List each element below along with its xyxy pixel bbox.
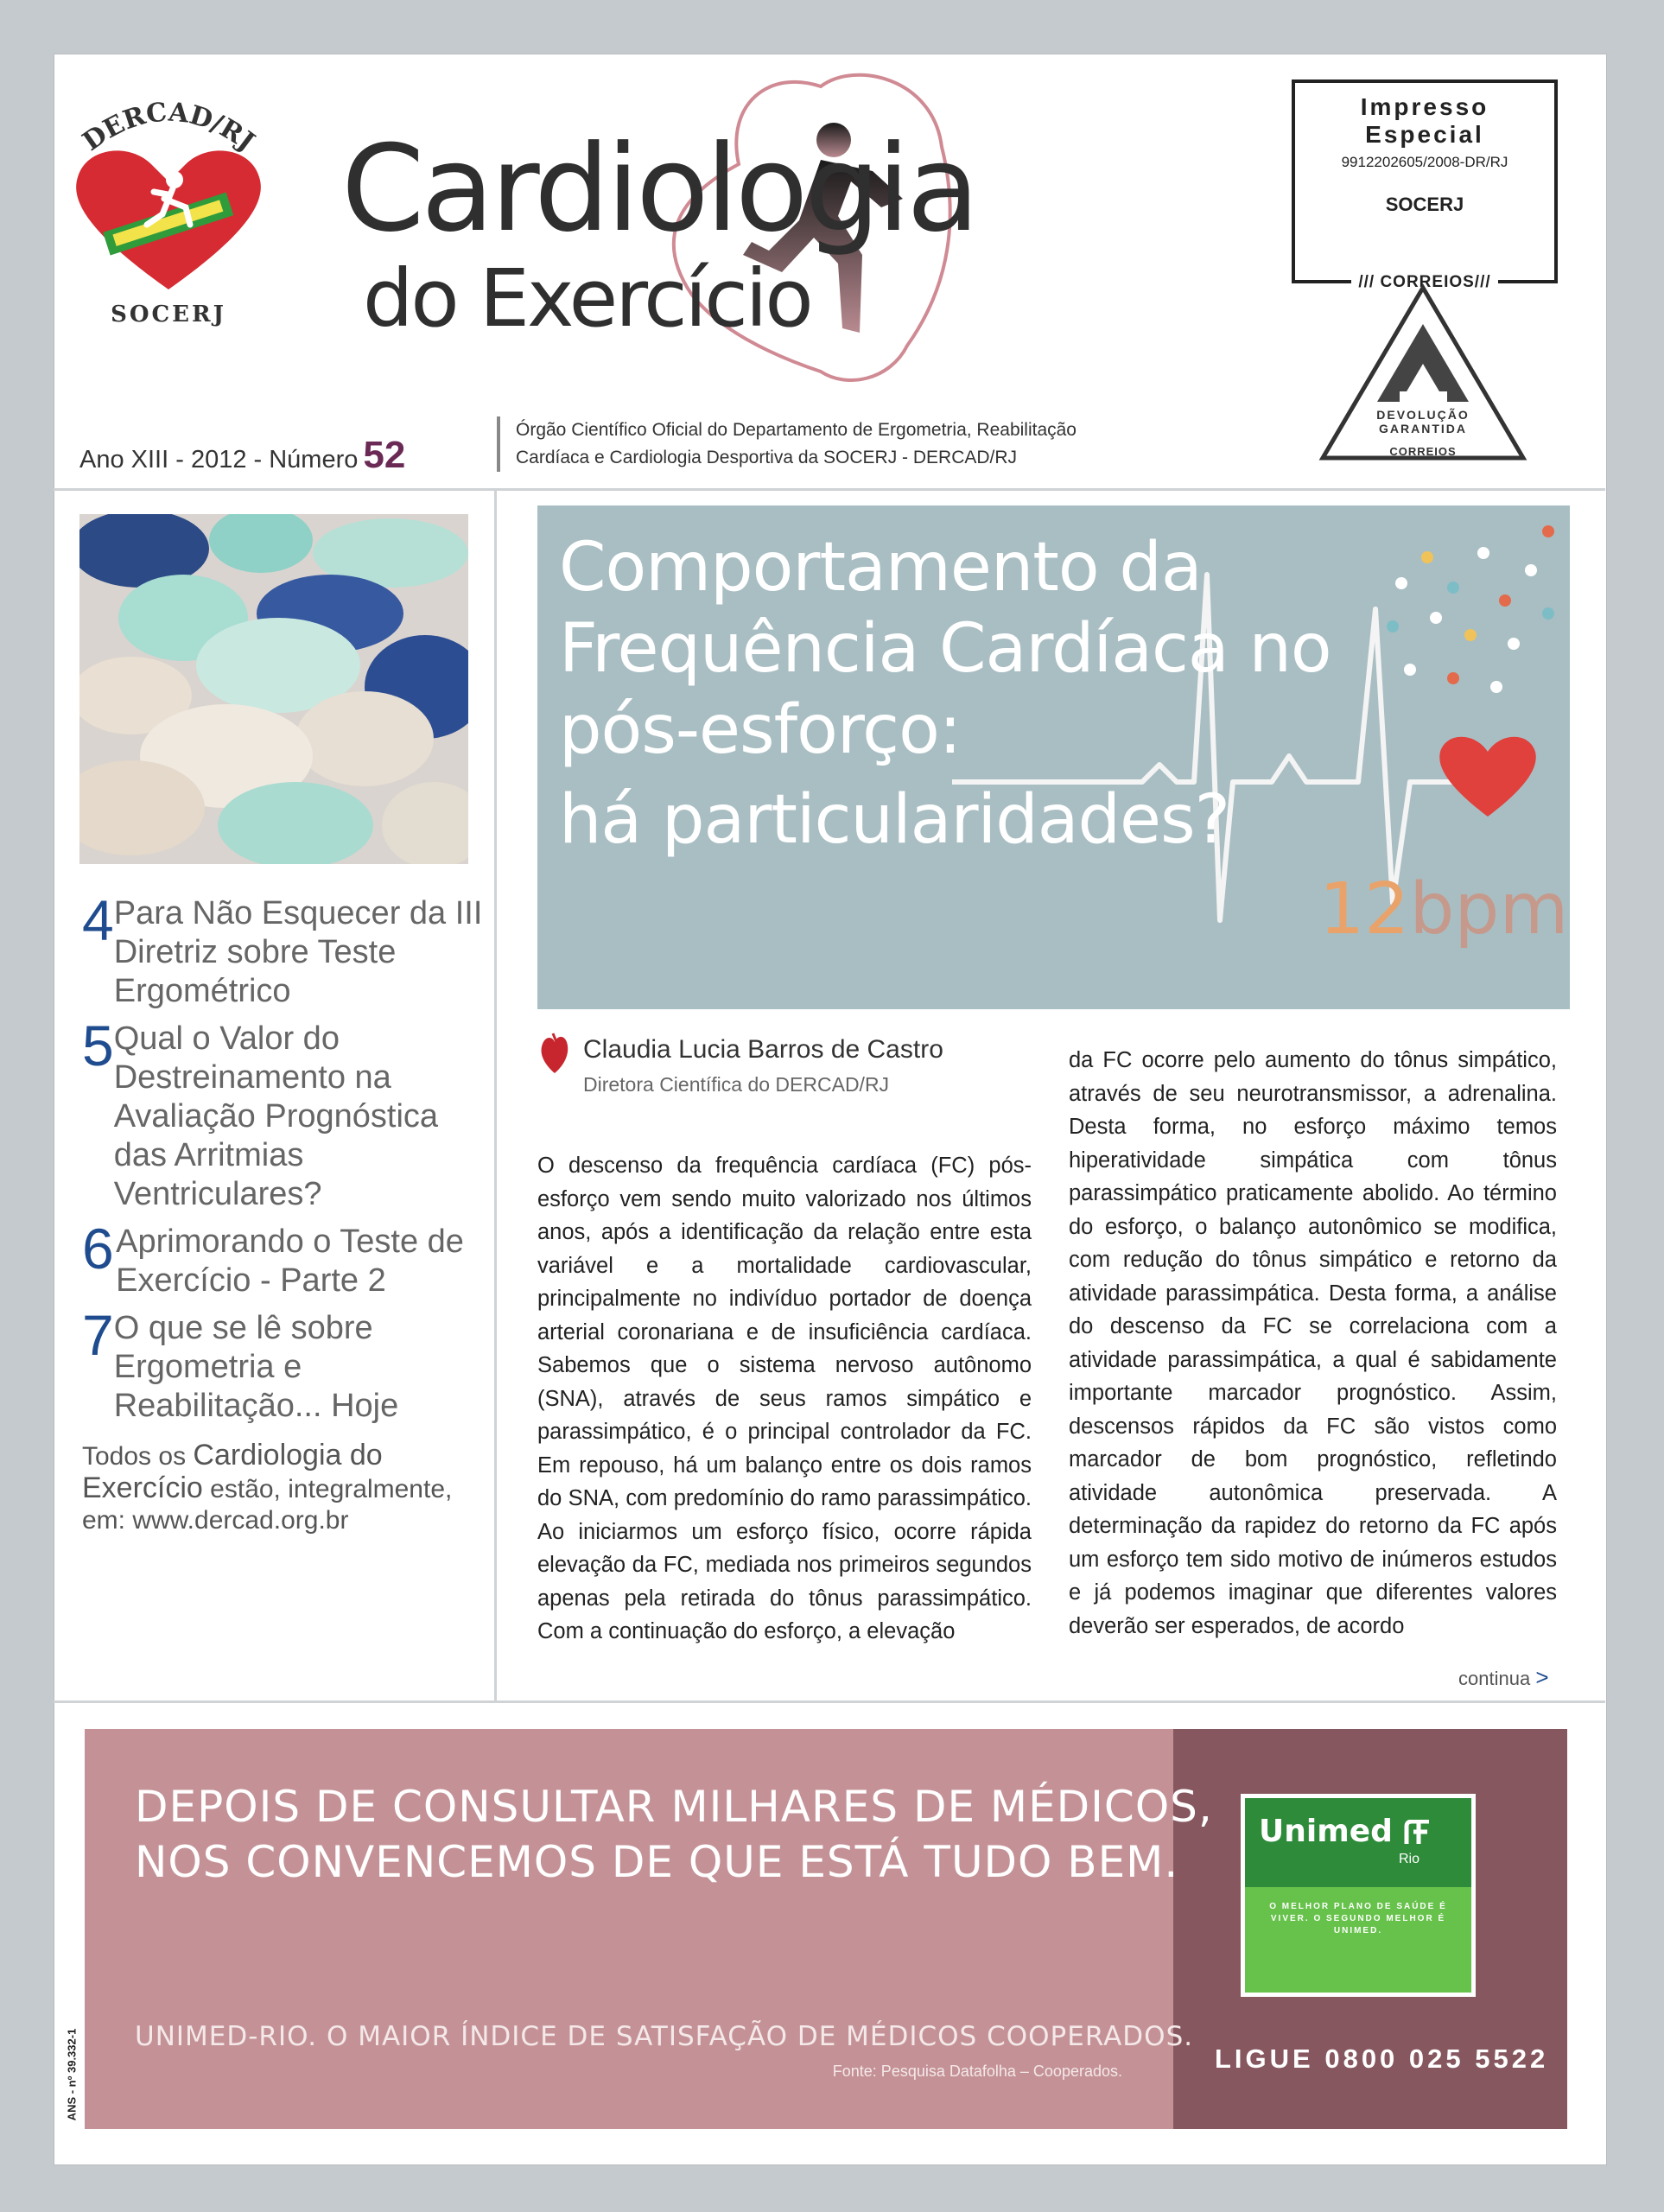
unimed-green-panel <box>1245 1887 1471 1993</box>
article-column-1: O descenso da frequência cardíaca (FC) pós-esforço vem sendo muito valorizado nos últimos anos, após a identificação da relação entre esta variável e a mortalidade cardiovascular, principalmente no indivíduo portador de doença arterial coronariana e de insuficiência cardíaca. Sabemos que o sistema nervoso autônomo (SNA), através de seus ramos simpático e parassimpático, é o principal controlador da FC. Em repouso, há um balanço entre os dois ramos do SNA, com predomínio do ramo parassimpático. Ao iniciarmos um esforço físico, ocorre rápida elevação da FC, mediada nos primeiros segundos apenas pela retirada do tônus parassimpático. Com a continuação do esforço, a elevação <box>537 1154 1032 1643</box>
return-carrier: CORREIOS <box>1389 445 1457 458</box>
toc-item[interactable] <box>82 888 488 1011</box>
stamp-line-1: Impresso <box>1360 93 1489 120</box>
ad-source: Fonte: Pesquisa Datafolha – Cooperados. <box>832 2063 1122 2080</box>
stamp-org: SOCERJ <box>1385 194 1464 215</box>
devolucao-garantida-mark <box>1318 281 1529 467</box>
toc-item[interactable] <box>82 1303 488 1426</box>
unimed-brand-text: Unimed <box>1259 1814 1393 1849</box>
stamp-line-2: Especial <box>1365 121 1484 148</box>
table-of-contents <box>82 888 488 1536</box>
bpm-value: 12 <box>1319 868 1410 950</box>
toc-title: O que se lê sobre Ergometria e Reabilitação... Hoje <box>113 1310 399 1424</box>
toc-title: Para Não Esquecer da III Diretriz sobre Teste Ergométrico <box>113 895 483 1009</box>
toc-page-number: 4 <box>82 888 114 952</box>
dercad-socerj-logo <box>60 95 276 328</box>
toc-footer-highlight: Cardiologia do Exercício <box>82 1439 383 1504</box>
bpm-label <box>1319 868 1568 950</box>
hero-banner <box>537 505 1570 1009</box>
logo-top-text: DERCAD/RJ <box>77 97 261 158</box>
ad-headline-2: NOS CONVENCEMOS DE QUE ESTÁ TUDO BEM. <box>135 1837 1179 1887</box>
unimed-logo <box>1241 1794 1476 1997</box>
toc-item[interactable] <box>82 1014 488 1214</box>
return-line-2: GARANTIDA <box>1379 422 1467 435</box>
toc-page-number: 6 <box>82 1217 114 1281</box>
organ-line-1: Órgão Científico Oficial do Departamento de Ergometria, Reabilitação <box>516 420 1077 440</box>
author-byline <box>537 1035 987 1096</box>
publication-title: Cardiologia <box>341 119 976 258</box>
ad-headline-1: DEPOIS DE CONSULTAR MILHARES DE MÉDICOS, <box>135 1782 1213 1832</box>
bpm-unit: bpm <box>1409 868 1569 950</box>
ans-registration <box>62 2027 81 2122</box>
article-headline <box>559 527 1337 861</box>
ad-divider <box>54 1700 1605 1703</box>
organ-description <box>497 416 1259 472</box>
headline-main: Comportamento da Frequência Cardíaca no pós-esforço: <box>559 529 1331 769</box>
ad-slogan: UNIMED-RIO. O MAIOR ÍNDICE DE SATISFAÇÃO DE MÉDICOS COOPERADOS. <box>135 2021 1194 2052</box>
ans-text: ANS - nº 39.332-1 <box>65 2028 79 2121</box>
postal-stamp <box>1292 79 1558 291</box>
continua-label: continua <box>1458 1668 1531 1689</box>
toc-item[interactable] <box>82 1217 488 1300</box>
toc-page-number: 5 <box>82 1014 114 1077</box>
stamp-carrier: /// CORREIOS/// <box>1351 273 1497 291</box>
chevron-right-icon: > <box>1535 1664 1549 1690</box>
unimed-brand <box>1259 1814 1434 1849</box>
headline-question: há particularidades? <box>559 781 1230 859</box>
toc-footer-pre: Todos os <box>82 1442 187 1471</box>
article-column-2: da FC ocorre pelo aumento do tônus simpático, através de seu neurotransmissor, a adrenalina. Desta forma, no esforço máximo temos hiperatividade simpática com tônus parassimpático praticamente abolido. Ao término do esforço, o balanço autonômico se modifica, com redução do tônus simpático e retorno da atividade parassimpática. Desta forma, a análise do descenso da FC se correlaciona com a atividade parassimpática, a qual é sabidamente importante marcador prognóstico. Assim, descensos rápidos da FC são vistos como marcador de bom prognóstico, refletindo atividade autonômica preservada. A determinação da rapidez do retorno da FC após um esforço tem sido motivo de inúmeros estudos e já podemos imaginar que diferentes valores deverão ser esperados, de acordo <box>1069 1048 1557 1638</box>
unimed-rio: Rio <box>1399 1852 1420 1866</box>
issue-prefix: Ano XIII - 2012 - Número <box>79 446 359 474</box>
header-divider <box>54 488 1605 491</box>
author-name: Claudia Lucia Barros de Castro <box>583 1035 943 1064</box>
organ-line-2: Cardíaca e Cardiologia Desportiva da SOCERJ - DERCAD/RJ <box>516 448 1018 467</box>
pills-photo <box>79 514 468 864</box>
publication-subtitle: do Exercício <box>363 252 811 345</box>
toc-footer-post[interactable]: estão, integralmente, em: www.dercad.org.br <box>82 1475 453 1535</box>
svg-text:DERCAD/RJ <box>77 97 260 157</box>
unimed-tree-icon <box>1403 1820 1434 1846</box>
continua-link[interactable] <box>1458 1664 1549 1691</box>
issue-number: 52 <box>363 434 406 476</box>
toc-title: Aprimorando o Teste de Exercício - Parte 2 <box>116 1224 464 1299</box>
unimed-advertisement[interactable] <box>65 1729 1567 2129</box>
ad-headline <box>135 1779 1213 1890</box>
column-divider <box>494 491 497 1700</box>
logo-bottom-text: SOCERJ <box>111 302 226 327</box>
heart-icon <box>537 1030 572 1075</box>
stamp-code: 9912202605/2008-DR/RJ <box>1341 154 1508 170</box>
issue-info <box>79 434 405 477</box>
author-role: Diretora Científica do DERCAD/RJ <box>583 1073 890 1096</box>
return-line-1: DEVOLUÇÃO <box>1376 408 1470 422</box>
toc-footer <box>82 1440 488 1536</box>
ad-phone[interactable]: LIGUE 0800 025 5522 <box>1215 2044 1549 2074</box>
toc-title: Qual o Valor do Destreinamento na Avaliação Prognóstica das Arritmias Ventriculares? <box>113 1020 439 1212</box>
unimed-tagline: O MELHOR PLANO DE SAÚDE É VIVER. O SEGUNDO MELHOR É UNIMED. <box>1269 1902 1447 1936</box>
toc-page-number: 7 <box>82 1303 114 1367</box>
